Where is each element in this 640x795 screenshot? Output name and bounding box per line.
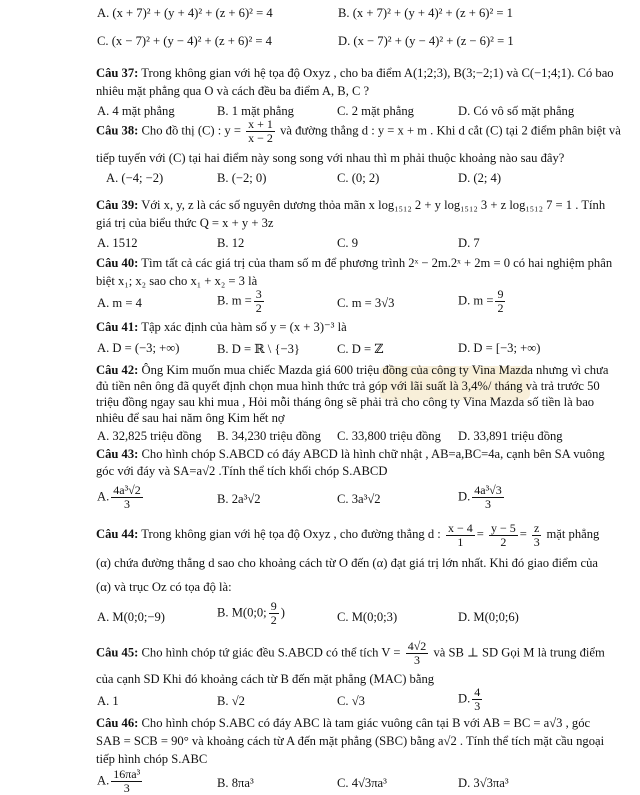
question-text-cont: và đường thẳng d : y = x + m . Khi d cắt (C) tại 2 điểm phân biệt và bbox=[280, 123, 621, 138]
option-d[interactable]: D. M(0;0;6) bbox=[458, 610, 519, 624]
option-b[interactable]: B. 12 bbox=[217, 236, 245, 250]
option-c[interactable]: C. √3 bbox=[337, 694, 365, 708]
option-c[interactable]: C. D = ℤ bbox=[337, 342, 384, 356]
question-text: Tập xác định của hàm số y = (x + 3)⁻³ là bbox=[141, 320, 347, 334]
option-a[interactable]: A. 1512 bbox=[97, 236, 138, 250]
option-a[interactable]: A. D = (−3; +∞) bbox=[97, 341, 180, 355]
question-41 bbox=[96, 318, 622, 336]
question-text-cont: mặt phẳng bbox=[546, 527, 600, 541]
option-b[interactable]: B. 34,230 triệu đồng bbox=[217, 429, 321, 443]
question-44: Câu 44: Trong không gian với hệ tọa độ Oxyz , cho đường thẳng d : $\frac{x - 4}{1}$ = $\frac{y - 5}{2}$ = $\frac{z}{3}$ mặt phẳng bbox=[96, 520, 600, 549]
question-45-line2: của cạnh SD Khi đó khoảng cách từ B đến mặt phẳng (MAC) bằng bbox=[96, 672, 435, 686]
option-36-d[interactable]: D. (x − 7)² + (y − 4)² + (z − 6)² = 1 bbox=[338, 34, 514, 48]
option-c[interactable]: C. 9 bbox=[337, 236, 358, 250]
option-a[interactable]: A. 32,825 triệu đồng bbox=[97, 429, 202, 443]
option-b[interactable]: B. 8πa³ bbox=[217, 776, 254, 790]
option-a[interactable]: A. m = 4 bbox=[97, 296, 142, 310]
question-label: Câu 44: bbox=[96, 527, 139, 541]
option-36-a[interactable]: A. (x + 7)² + (y + 4)² + (z + 6)² = 4 bbox=[97, 6, 273, 20]
option-c[interactable]: C. m = 3√3 bbox=[337, 296, 395, 310]
option-d[interactable]: D. 33,891 triệu đồng bbox=[458, 429, 563, 443]
question-text-cont: và SB ⊥ SD Gọi M là trung điểm bbox=[433, 645, 605, 660]
question-label: Câu 38: bbox=[96, 123, 139, 138]
option-c[interactable]: C. M(0;0;3) bbox=[337, 610, 398, 624]
question-39 bbox=[96, 196, 622, 232]
option-a[interactable]: A. 1 bbox=[97, 694, 119, 708]
question-label: Câu 46: bbox=[96, 716, 139, 730]
option-b[interactable]: B. (−2; 0) bbox=[217, 171, 267, 185]
question-text: Tìm tất cả các giá trị của tham số m để phương trình 2ˣ − 2m.2ˣ + 2m = 0 có hai nghiệm phân biệt x₁; x₂ sao cho x₁ + x₂ = 3 là bbox=[96, 256, 613, 288]
question-label: Câu 45: bbox=[96, 645, 139, 660]
question-text: Trong không gian với hệ tọa độ Oxyz , cho ba điểm A(1;2;3), B(3;−2;1) và C(−1;4;1). Có bao nhiêu mặt phẳng qua O và cách đều ba điểm A, B, C ? bbox=[96, 66, 614, 98]
question-label: Câu 42: bbox=[96, 363, 139, 377]
option-36-c[interactable]: C. (x − 7)² + (y − 4)² + (z + 6)² = 4 bbox=[97, 34, 272, 48]
question-40 bbox=[96, 254, 622, 290]
option-d[interactable]: D. $\frac{4}{3}$ bbox=[458, 685, 481, 713]
option-c[interactable]: C. 33,800 triệu đồng bbox=[337, 429, 441, 443]
question-38 bbox=[96, 118, 622, 145]
question-text: Với x, y, z là các số nguyên dương thỏa mãn x log₁₅₁₂ 2 + y log₁₅₁₂ 3 + z log₁₅₁₂ 7 = 1 . Tính giá trị của biểu thức Q = x + y + 3z bbox=[96, 198, 606, 230]
question-44-line3: (α) và trục Oz có tọa độ là: bbox=[96, 580, 232, 594]
option-b[interactable]: B. √2 bbox=[217, 694, 245, 708]
question-45: Câu 45: Cho hình chóp tứ giác đều S.ABCD có thể tích V = $\frac{4√2}{3}$ và SB ⊥ SD Gọi M là trung điểm bbox=[96, 639, 605, 667]
option-d[interactable]: D. $\frac{\text{4a³√3}}{3}$ bbox=[458, 483, 502, 511]
question-label: Câu 41: bbox=[96, 320, 139, 334]
option-b[interactable]: B. 1 mặt phẳng bbox=[217, 104, 294, 118]
question-46-line3: tiếp hình chóp S.ABC bbox=[96, 752, 208, 766]
question-44-line2: (α) chứa đường thẳng d sao cho khoảng cách từ O đến (α) đạt giá trị lớn nhất. Khi đó giao điểm của bbox=[96, 556, 598, 570]
question-text: Trong không gian với hệ tọa độ Oxyz , cho đường thẳng d : bbox=[141, 527, 441, 541]
option-c[interactable]: C. 4√3πa³ bbox=[337, 776, 387, 790]
option-a[interactable]: A. $\frac{\text{4a³√2}}{3}$ bbox=[97, 483, 141, 511]
option-b[interactable]: B. M(0;0; $\frac{9}{2}$ ) bbox=[217, 599, 285, 627]
option-a[interactable]: A. $\frac{\text{16πa³}}{3}$ bbox=[97, 767, 141, 795]
question-label: Câu 37: bbox=[96, 66, 139, 80]
question-37 bbox=[96, 64, 622, 100]
question-46 bbox=[96, 714, 622, 732]
question-text: Ông Kim muốn mua chiếc Mazda giá 600 triệu đồng của công ty Vina Mazda nhưng vì chưa đủ tiền nên ông đã quyết định chọn mua hình thức trả góp với lãi suất là 3,4%/ tháng và trả trước 50 triệu đồng ngay sau khi mua , Hỏi mỗi tháng ông sẽ phải trả cho công ty Vina Mazda số tiền là bao nhiêu để sau hai năm ông Kim hết nợ bbox=[96, 363, 609, 425]
option-b[interactable]: B. 2a³√2 bbox=[217, 492, 261, 506]
option-c[interactable]: C. 2 mặt phẳng bbox=[337, 104, 414, 118]
option-a[interactable]: A. M(0;0;−9) bbox=[97, 610, 165, 624]
question-text: Cho hình chóp tứ giác đều S.ABCD có thể tích V = bbox=[141, 645, 401, 660]
question-38-line2: tiếp tuyến với (C) tại hai điểm này song song với nhau thì m phải thuộc khoảng nào sau đây? bbox=[96, 151, 565, 165]
option-c[interactable]: C. (0; 2) bbox=[337, 171, 380, 185]
question-46-line2: SAB = SCB = 90° và khoảng cách từ A đến mặt phẳng (SBC) bằng a√2 . Tính thể tích mặt cầu ngoại bbox=[96, 734, 605, 748]
question-label: Câu 43: bbox=[96, 447, 139, 461]
question-text: Cho hình chóp S.ABCD có đáy ABCD là hình chữ nhật , AB=a,BC=4a, cạnh bên SA vuông góc với đáy và SA=a√2 .Tính thể tích khối chóp S.ABCD bbox=[96, 447, 605, 478]
question-label: Câu 39: bbox=[96, 198, 139, 212]
option-a[interactable]: A. (−4; −2) bbox=[106, 171, 164, 185]
question-text: Cho đồ thị (C) : y = bbox=[141, 123, 241, 138]
option-d[interactable]: D. D = [−3; +∞) bbox=[458, 341, 541, 355]
question-text: Cho hình chóp S.ABC có đáy ABC là tam giác vuông cân tại B với AB = BC = a√3 , góc bbox=[141, 716, 591, 730]
option-d[interactable]: D. m = $\frac{9}{2}$ bbox=[458, 287, 504, 315]
option-b[interactable]: B. D = ℝ \ {−3} bbox=[217, 342, 300, 356]
option-d[interactable]: D. (2; 4) bbox=[458, 171, 502, 185]
option-d[interactable]: D. 7 bbox=[458, 236, 480, 250]
option-c[interactable]: C. 3a³√2 bbox=[337, 492, 381, 506]
option-b[interactable]: B. m = $\frac{3}{2}$ bbox=[217, 287, 262, 315]
question-43 bbox=[96, 446, 622, 480]
option-36-b[interactable]: B. (x + 7)² + (y + 4)² + (z + 6)² = 1 bbox=[338, 6, 513, 20]
option-d[interactable]: D. 3√3πa³ bbox=[458, 776, 509, 790]
fraction: $\frac{x + 1}{x - 2}$ bbox=[248, 117, 273, 145]
question-42 bbox=[96, 362, 622, 426]
question-label: Câu 40: bbox=[96, 256, 139, 270]
option-d[interactable]: D. Có vô số mặt phẳng bbox=[458, 104, 575, 118]
option-a[interactable]: A. 4 mặt phẳng bbox=[97, 104, 175, 118]
